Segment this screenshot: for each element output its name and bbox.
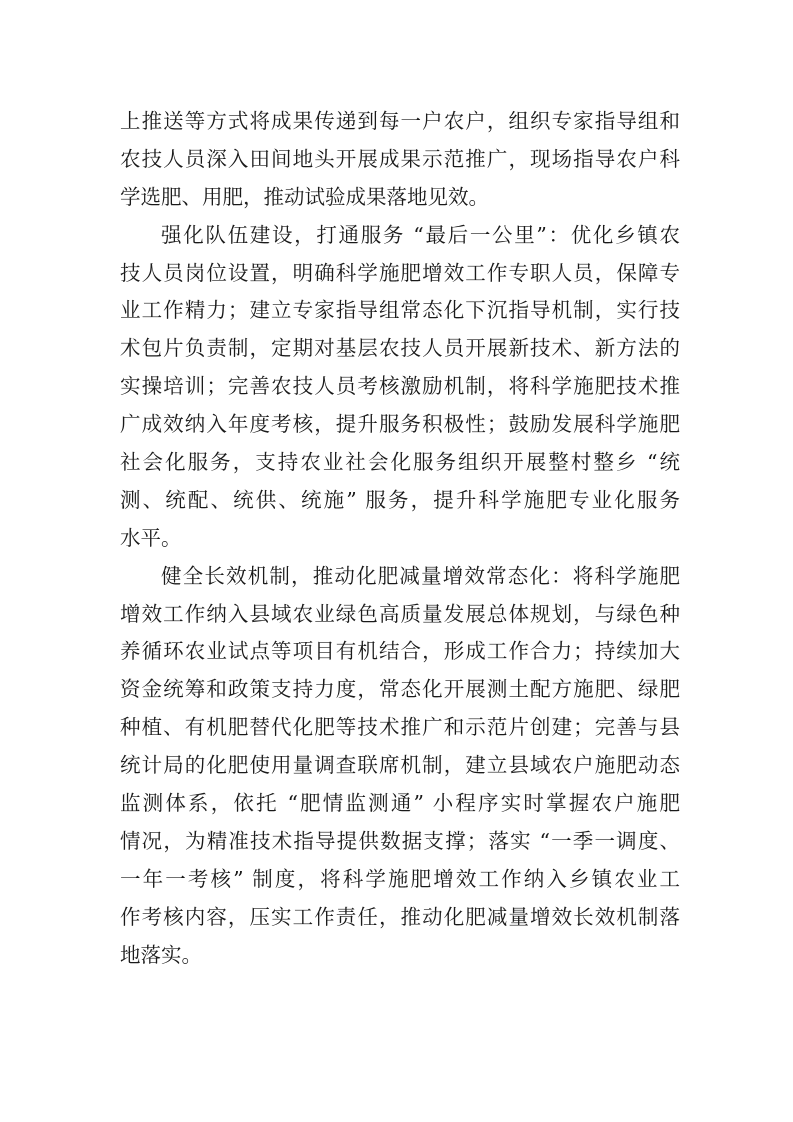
text-line: 学选肥、用肥，推动试验成果落地见效。 [120, 184, 489, 209]
text-line: 实操培训；完善农技人员考核激励机制，将科学施肥技术推 [120, 374, 680, 399]
text-line: 种植、有机肥替代化肥等技术推广和示范片创建；完善与县 [120, 715, 680, 740]
text-line: 测、统配、统供、统施” 服务，提升科学施肥专业化服务 [120, 487, 680, 512]
text-line: 资金统筹和政策支持力度，常态化开展测土配方施肥、绿肥 [120, 677, 680, 702]
text-line: 水平。 [120, 525, 182, 550]
text-line: 监测体系，依托 “肥情监测通” 小程序实时掌握农户施肥 [120, 791, 680, 816]
text-line: 作考核内容，压实工作责任，推动化肥减量增效长效机制落 [120, 904, 680, 929]
text-line: 术包片负责制，定期对基层农技人员开展新技术、新方法的 [120, 336, 680, 361]
text-line: 统计局的化肥使用量调查联席机制，建立县域农户施肥动态 [120, 753, 680, 778]
paragraph-2 [120, 217, 680, 558]
text-line: 情况，为精准技术指导提供数据支撑；落实 “一季一调度、 [120, 828, 680, 853]
text-line: 上推送等方式将成果传递到每一户农户，组织专家指导组和 [120, 109, 680, 133]
text-line: 社会化服务，支持农业社会化服务组织开展整村整乡 “统 [120, 450, 680, 475]
document-body [120, 103, 680, 974]
text-line: 农技人员深入田间地头开展成果示范推广，现场指导农户科 [120, 146, 680, 171]
text-line: 地落实。 [120, 942, 202, 967]
text-line: 技人员岗位设置，明确科学施肥增效工作专职人员，保障专 [120, 260, 680, 285]
text-line: 健全长效机制，推动化肥减量增效常态化：将科学施肥 [161, 563, 680, 588]
text-line: 一年一考核” 制度，将科学施肥增效工作纳入乡镇农业工 [120, 866, 680, 891]
text-line: 业工作精力；建立专家指导组常态化下沉指导机制，实行技 [120, 298, 680, 323]
paragraph-3 [120, 558, 680, 975]
text-line: 增效工作纳入县域农业绿色高质量发展总体规划，与绿色种 [120, 601, 680, 626]
text-line: 养循环农业试点等项目有机结合，形成工作合力；持续加大 [120, 639, 680, 664]
text-line: 广成效纳入年度考核，提升服务积极性；鼓励发展科学施肥 [120, 412, 680, 437]
paragraph-1 [120, 103, 680, 217]
text-line: 强化队伍建设，打通服务 “最后一公里”：优化乡镇农 [161, 222, 680, 247]
